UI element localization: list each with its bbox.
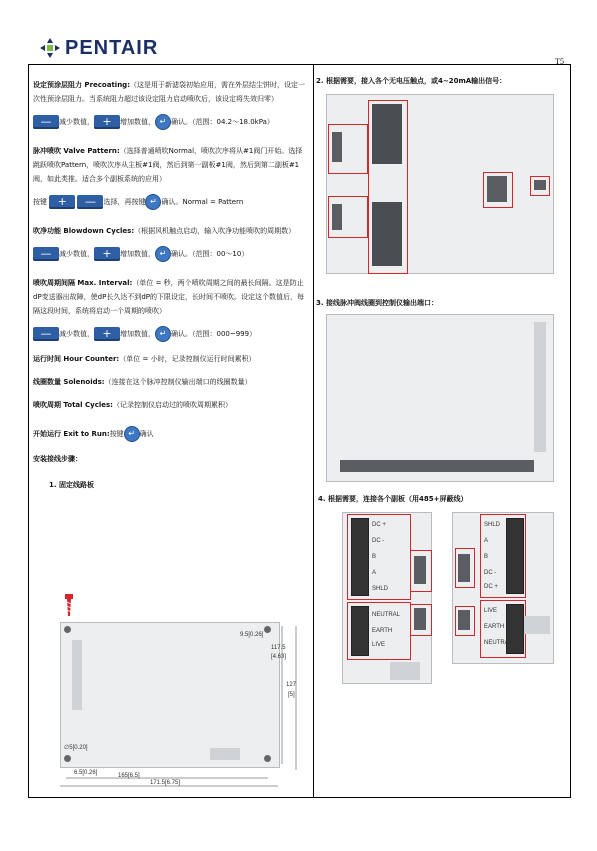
enter-button[interactable]: ↵ <box>124 426 140 442</box>
step4-heading: 4. 根据需要，连接各个副板（用485+屏蔽线） <box>318 495 468 503</box>
dim-label: [5] <box>288 692 295 698</box>
solenoids-text: （连接在这个脉冲控制仪输出端口的线圈数量） <box>104 378 252 386</box>
tb3-label: A <box>484 538 489 544</box>
valve-pattern-controls <box>33 194 309 210</box>
dim-label: 117.5 <box>271 645 286 651</box>
brand-name: PENTAIR <box>65 36 159 59</box>
connector-block <box>372 202 402 266</box>
control-text: 选择，再按键 <box>103 198 146 206</box>
max-interval-controls <box>33 326 309 342</box>
dim-label: [4.63] <box>271 654 287 660</box>
control-text: 减少数值， <box>59 330 94 338</box>
step1-heading: 1. 固定线路板 <box>49 481 94 489</box>
tb4-label: LIVE <box>484 608 498 614</box>
connector-block <box>332 132 342 162</box>
column-divider <box>313 64 314 798</box>
dimension-lines <box>60 618 308 790</box>
control-text: 确认。（范围：04.2～18.0kPa） <box>171 118 274 126</box>
connector-block <box>534 180 546 190</box>
max-interval-title: 喷吹周期间隔 Max. Interval: <box>33 279 133 287</box>
tb1-label: SHLD <box>372 586 389 592</box>
plus-button[interactable]: + <box>94 247 120 261</box>
max-interval-text: （单位 = 秒，两个喷吹周期之间的最长间隔。这是防止dP变送器出故障，使dP长久达不到dP的下限设定，长时间不喷吹。设定这个数值后，每隔这段时间，系统将启动一个周期的喷吹） <box>33 279 304 315</box>
output-board-photo <box>326 314 554 482</box>
control-text: 确认。（范围：00～10） <box>171 250 249 258</box>
minus-button[interactable]: — <box>33 247 59 261</box>
control-text: 按键 <box>109 430 124 438</box>
install-heading: 安装接线步骤： <box>33 455 82 463</box>
hour-counter-section <box>33 352 309 366</box>
control-text: 确认 <box>139 430 154 438</box>
step3-heading: 3. 接线脉冲阀线圈到控制仪输出端口： <box>316 299 438 307</box>
tb1-label: A <box>372 570 377 576</box>
tb2-label: LIVE <box>372 642 386 648</box>
exit-run-title: 开始运行 Exit to Run: <box>33 430 110 438</box>
valve-pattern-title: 脉冲喷吹 Valve Pattern: <box>33 147 120 155</box>
connector-block <box>414 556 426 584</box>
tb3-label: B <box>484 554 489 560</box>
total-cycles-section <box>33 398 309 412</box>
hour-counter-text: （单位 = 小时，记录控制仪运行时间累积） <box>119 355 256 363</box>
tb3-label: DC + <box>484 584 498 590</box>
dim-label: 127 <box>286 682 297 688</box>
blowdown-text: （根据风机触点启动，输入吹净功能喷吹的周期数） <box>134 227 296 235</box>
solenoids-section <box>33 375 309 389</box>
tb3-label: DC - <box>484 570 497 576</box>
control-text: 增加数值， <box>120 330 155 338</box>
blowdown-title: 吹净功能 Blowdown Cycles: <box>33 227 135 235</box>
control-text: 确认。（范围：000~999） <box>171 330 257 338</box>
connector-block <box>487 176 507 202</box>
tb1-label: B <box>372 554 377 560</box>
screw-icon <box>64 594 74 618</box>
plus-button[interactable]: + <box>94 115 120 129</box>
precoating-title: 设定预涂层阻力 Precoating: <box>33 81 130 89</box>
step1 <box>33 478 309 492</box>
plus-button[interactable]: + <box>49 195 75 209</box>
dim-label: 171.5[6.75] <box>150 780 181 786</box>
dim-label: 6.5[0.26] <box>74 770 98 776</box>
minus-button[interactable]: — <box>33 327 59 341</box>
control-text: 减少数值， <box>59 250 94 258</box>
connector-block <box>458 554 470 582</box>
tb3-label: SHLD <box>484 522 501 528</box>
total-cycles-title: 喷吹周期 Total Cycles: <box>33 401 113 409</box>
tb1-label: DC + <box>372 522 386 528</box>
enter-button[interactable]: ↵ <box>145 194 161 210</box>
valve-pattern-text: （选择普通喷吹Normal，喷吹次序将从#1阀门开始。选择跳跃喷吹Pattern，喷吹次序从主板#1阀，然后到第一副板#1阀，然后到第二副板#1阀，如此类推。适合多个副板系统的应用） <box>33 147 303 183</box>
output-terminal-strip <box>534 322 546 452</box>
dim-label: 165[6.5] <box>118 773 140 779</box>
enter-button[interactable]: ↵ <box>155 326 171 342</box>
connector-block <box>414 608 426 630</box>
enter-button[interactable]: ↵ <box>155 246 171 262</box>
tb4-label: EARTH <box>484 624 505 630</box>
control-text: 确认。Normal = Pattern <box>161 198 244 206</box>
dim-label: ∅5[0.20] <box>64 745 88 751</box>
dim-label: 9.5[0.26] <box>240 632 264 638</box>
hour-counter-title: 运行时间 Hour Counter: <box>33 355 120 363</box>
main-board-photo <box>326 94 554 274</box>
connector-block <box>390 662 420 680</box>
connector-block <box>458 610 470 630</box>
enter-button[interactable]: ↵ <box>155 114 171 130</box>
terminal-block <box>506 604 524 654</box>
precoating-controls <box>33 114 309 130</box>
terminal-block <box>506 518 524 594</box>
precoating-section <box>33 78 309 106</box>
install-title <box>33 452 309 466</box>
pentair-emblem-icon <box>38 36 62 60</box>
control-text: 增加数值， <box>120 118 155 126</box>
left-column <box>33 78 309 500</box>
terminal-block <box>351 606 369 656</box>
pentair-logo <box>38 36 158 60</box>
solenoids-title: 线圈数量 Solenoids: <box>33 378 105 386</box>
output-terminal-strip <box>340 460 534 472</box>
plus-button[interactable]: + <box>94 327 120 341</box>
exit-run-section <box>33 426 309 442</box>
terminal-block <box>351 518 369 596</box>
page-number: T5 <box>555 57 564 66</box>
tb2-label: NEUTRAL <box>372 612 401 618</box>
blowdown-section <box>33 224 309 238</box>
valve-pattern-section <box>33 144 309 186</box>
connector-block <box>332 204 342 230</box>
minus-button[interactable]: — <box>77 195 103 209</box>
minus-button[interactable]: — <box>33 115 59 129</box>
tb1-label: DC - <box>372 538 385 544</box>
max-interval-section <box>33 276 309 318</box>
control-text: 增加数值， <box>120 250 155 258</box>
tb4-label: NEUTRAL <box>484 640 513 646</box>
total-cycles-text: （记录控制仪启动过的喷吹周期累积） <box>112 401 232 409</box>
step2-heading: 2. 根据需要，接入各个无电压触点，或4~20mA输出信号： <box>316 77 507 85</box>
tb2-label: EARTH <box>372 628 393 634</box>
control-text: 按键 <box>33 198 47 206</box>
control-text: 减少数值， <box>59 118 94 126</box>
connector-block <box>524 616 550 634</box>
precoating-text: （这是用于新滤袋初始应用，需在外层结尘饼时，设定一次性预涂层阻力。当系统阻力超过该设定阻力启动喷吹后，该设定将失效归零） <box>33 81 305 103</box>
connector-block <box>372 104 402 164</box>
blowdown-controls <box>33 246 309 262</box>
